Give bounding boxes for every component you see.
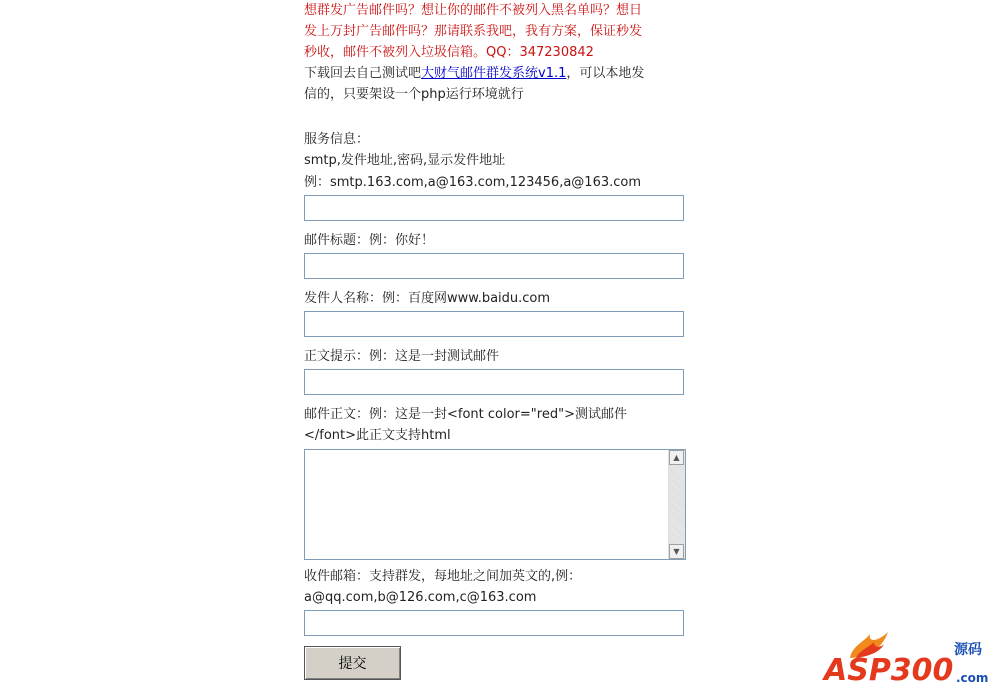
scroll-up-icon[interactable]: ▲	[669, 450, 684, 465]
service-input[interactable]	[304, 195, 684, 221]
download-link[interactable]: 大财气邮件群发系统v1.1	[421, 66, 567, 81]
promo-block	[304, 0, 686, 105]
scroll-down-icon[interactable]: ▼	[669, 544, 684, 559]
download-line	[304, 63, 686, 84]
watermark-brand: ASP300	[824, 653, 954, 686]
recipients-label-2: a@qq.com,b@126.com,c@163.com	[304, 590, 537, 605]
watermark-suffix: .com	[956, 671, 989, 685]
sender-name-input[interactable]	[304, 311, 684, 337]
download-prefix: 下载回去自己测试吧	[304, 66, 422, 81]
service-format: smtp,发件地址,密码,显示发件地址	[304, 153, 506, 168]
watermark-logo	[822, 628, 992, 686]
recipients-input[interactable]	[304, 610, 684, 636]
promo-line-1: 想群发广告邮件吗？想让你的邮件不被列入黑名单吗？想日	[304, 3, 643, 18]
promo-text	[304, 0, 686, 63]
promo-line-2: 发上万封广告邮件吗？那请联系我吧，我有方案，保证秒发	[304, 24, 643, 39]
subject-input[interactable]	[304, 253, 684, 279]
download-line-2: 信的，只要架设一个php运行环境就行	[304, 87, 524, 102]
watermark-cn-text: 源码	[954, 642, 982, 658]
recipients-label-1: 收件邮箱：支持群发，每地址之间加英文的,例：	[304, 569, 582, 584]
textarea-scrollbar[interactable]	[668, 450, 685, 559]
hint-label: 正文提示：例：这是一封测试邮件	[304, 349, 500, 364]
hint-input[interactable]	[304, 369, 684, 395]
body-label-1: 邮件正文：例：这是一封<font color="red">测试邮件	[304, 407, 627, 422]
sender-label: 发件人名称：例：百度网www.baidu.com	[304, 291, 551, 306]
service-heading: 服务信息：	[304, 132, 370, 147]
download-suffix: ，可以本地发	[566, 66, 645, 81]
promo-line-3: 秒收，邮件不被列入垃圾信箱。QQ：347230842	[304, 45, 594, 60]
flame-logo-icon	[822, 628, 992, 686]
service-example: 例：smtp.163.com,a@163.com,123456,a@163.com	[304, 175, 642, 190]
subject-label: 邮件标题：例：你好！	[304, 233, 435, 248]
body-textarea[interactable]	[305, 450, 669, 559]
body-label-2: </font>此正文支持html	[304, 428, 451, 443]
submit-button[interactable]: 提交	[304, 646, 401, 680]
body-textarea-box	[304, 449, 686, 560]
